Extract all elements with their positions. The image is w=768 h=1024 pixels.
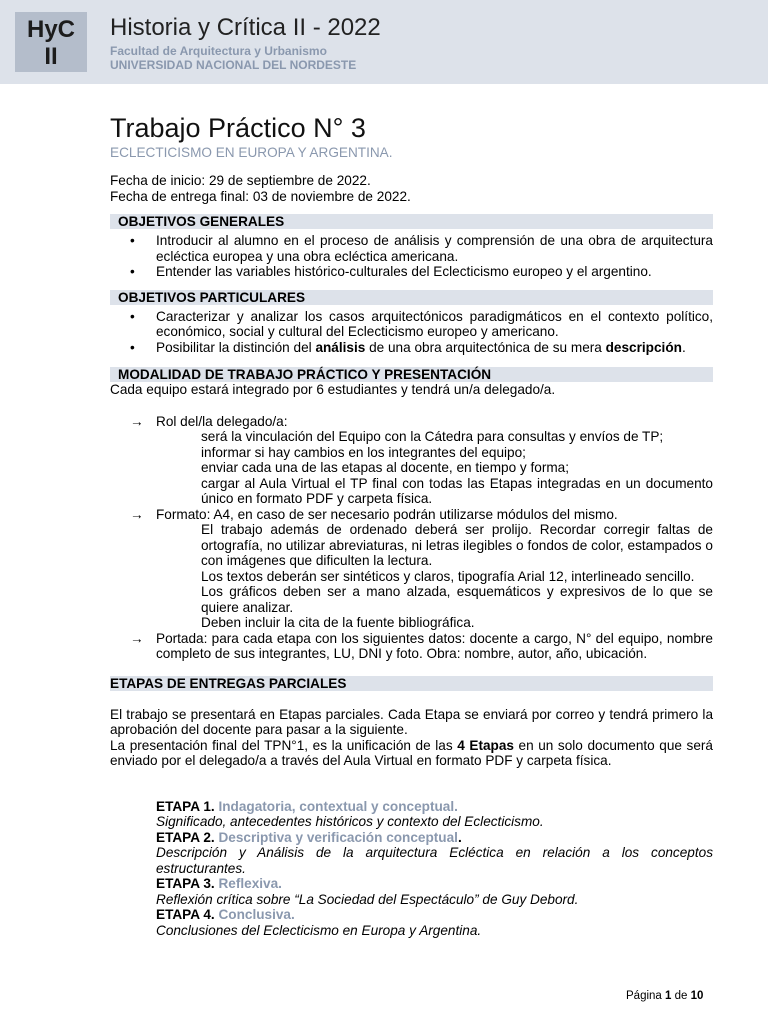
etapas-para-1: El trabajo se presentará en Etapas parciales. Cada Etapa se enviará por correo y tendrá primero la aprobación del docente para pasar a la siguiente.	[110, 706, 713, 737]
course-title: Historia y Crítica II - 2022	[110, 14, 381, 41]
text-run: de una obra arquitectónica de su mera	[365, 339, 606, 355]
etapa-name: Reflexiva.	[218, 876, 282, 891]
page-word: Página	[626, 990, 666, 1002]
current-page: 1	[665, 990, 672, 1002]
etapa-title	[156, 876, 713, 892]
portada-row	[110, 631, 713, 662]
dates-block	[110, 173, 713, 204]
formato-line: El trabajo además de ordenado deberá ser prolijo. Recordar corregir faltas de ortografía, no utilizar abreviaturas, ni letras ilegibles o fondos de color, estampados o con imágenes que dificulten la lectura.	[201, 522, 713, 568]
etapas-list	[156, 799, 713, 939]
logo-line-2: II	[44, 43, 58, 70]
etapa-title	[156, 830, 713, 846]
formato-label: Formato: A4, en caso de ser necesario podrán utilizarse módulos del mismo.	[156, 506, 618, 522]
of-word: de	[671, 990, 691, 1002]
bold-run: descripción	[605, 339, 682, 355]
etapa-label: ETAPA 1.	[156, 798, 219, 814]
etapa-label: ETAPA 3.	[156, 876, 219, 891]
formato-line: Los gráficos deben ser a mano alzada, esquemáticos y expresivos de lo que se quiere analizar.	[201, 584, 713, 615]
bold-run: análisis	[315, 339, 366, 355]
etapa-item	[156, 907, 713, 938]
text-run: en un solo documento que será enviado por el delegado/a a través del Aula Virtual en formato PDF y carpeta física.	[110, 737, 713, 768]
list-item: • Introducir al alumno en el proceso de análisis y comprensión de una obra de arquitectura ecléctica europea y una obra ecléctica americana.	[110, 233, 713, 264]
document-subtitle: ECLECTICISMO EN EUROPA Y ARGENTINA.	[110, 145, 393, 160]
formato-line: Los textos deberán ser sintéticos y claros, tipografía Arial 12, interlineado sencillo.	[201, 568, 695, 584]
list-item: • Caracterizar y analizar los casos arquitectónicos paradigmáticos en el contexto político, económico, social y cultural del Eclecticismo europeo y americano.	[110, 309, 713, 340]
faculty-name: Facultad de Arquitectura y Urbanismo	[110, 44, 327, 58]
end-date: Fecha de entrega final: 03 de noviembre de 2022.	[110, 188, 411, 204]
total-pages: 10	[690, 990, 704, 1002]
page-header	[0, 0, 768, 84]
bold-run: 4 Etapas	[457, 737, 514, 753]
etapa-label: ETAPA 2.	[156, 829, 219, 845]
arrow-icon: →	[130, 630, 144, 646]
list-item	[110, 340, 713, 356]
arrow-icon: →	[130, 413, 144, 429]
rol-line: informar si hay cambios en los integrantes del equipo;	[201, 444, 526, 460]
course-logo	[15, 12, 87, 72]
modalidad-intro: Cada equipo estará integrado por 6 estudiantes y tendrá un/a delegado/a.	[110, 382, 556, 397]
etapa-description: Significado, antecedentes históricos y contexto del Eclecticismo.	[156, 814, 544, 829]
university-name: UNIVERSIDAD NACIONAL DEL NORDESTE	[110, 58, 357, 72]
etapa-title	[156, 907, 713, 923]
arrow-icon: →	[130, 506, 144, 522]
section-heading-modalidad: MODALIDAD DE TRABAJO PRÁCTICO Y PRESENTACIÓN	[110, 367, 713, 382]
formato-line: Deben incluir la cita de la fuente bibliográfica.	[201, 615, 475, 630]
section-heading-etapas: ETAPAS DE ENTREGAS PARCIALES	[110, 676, 713, 691]
etapa-item	[156, 799, 713, 830]
rol-line: cargar al Aula Virtual el TP final con todas las Etapas integradas en un documento único en formato PDF y carpeta física.	[201, 475, 713, 506]
etapa-item	[156, 830, 713, 877]
objetivos-particulares-list	[110, 309, 713, 356]
rol-line: enviar cada una de las etapas al docente, en tiempo y forma;	[201, 460, 570, 475]
etapas-para-2	[110, 738, 713, 769]
delegado-block	[110, 414, 713, 662]
document-body	[110, 112, 713, 938]
text-run: Posibilitar la distinción del	[156, 339, 316, 355]
rol-row	[110, 414, 713, 430]
section-heading-objetivos-generales: OBJETIVOS GENERALES	[110, 214, 713, 229]
document-title: Trabajo Práctico N° 3	[110, 113, 366, 143]
logo-line-1: HyC	[26, 16, 75, 43]
etapa-name: Conclusiva.	[218, 907, 295, 922]
rol-line: será la vinculación del Equipo con la Cátedra para consultas y envíos de TP;	[201, 429, 664, 444]
etapa-description: Descripción y Análisis de la arquitectura Ecléctica en relación a los conceptos estructurantes.	[156, 845, 713, 876]
text-run: La presentación final del TPN°1, es la unificación de las	[110, 737, 458, 753]
etapa-name: Indagatoria, contextual y conceptual.	[218, 798, 458, 814]
etapa-description: Reflexión crítica sobre “La Sociedad del Espectáculo” de Guy Debord.	[156, 891, 579, 907]
page-number	[626, 990, 703, 1002]
etapa-item	[156, 876, 713, 907]
list-item: • Entender las variables histórico-culturales del Eclecticismo europeo y el argentino.	[110, 264, 713, 280]
formato-row	[110, 507, 713, 523]
portada-text: Portada: para cada etapa con los siguientes datos: docente a cargo, N° del equipo, nombre completo de sus integrantes, LU, DNI y foto. Obra: nombre, autor, año, ubicación.	[156, 630, 713, 661]
start-date: Fecha de inicio: 29 de septiembre de 2022.	[110, 173, 371, 188]
etapa-name: Descriptiva y verificación conceptual	[218, 829, 458, 845]
section-heading-objetivos-particulares: OBJETIVOS PARTICULARES	[110, 290, 713, 305]
etapa-description: Conclusiones del Eclecticismo en Europa y Argentina.	[156, 922, 482, 938]
text-run: .	[681, 339, 686, 355]
objetivos-generales-list	[110, 233, 713, 280]
etapa-label: ETAPA 4.	[156, 907, 219, 922]
etapa-suffix: .	[457, 829, 462, 845]
rol-label: Rol del/la delegado/a:	[156, 413, 288, 429]
etapa-title	[156, 799, 713, 815]
